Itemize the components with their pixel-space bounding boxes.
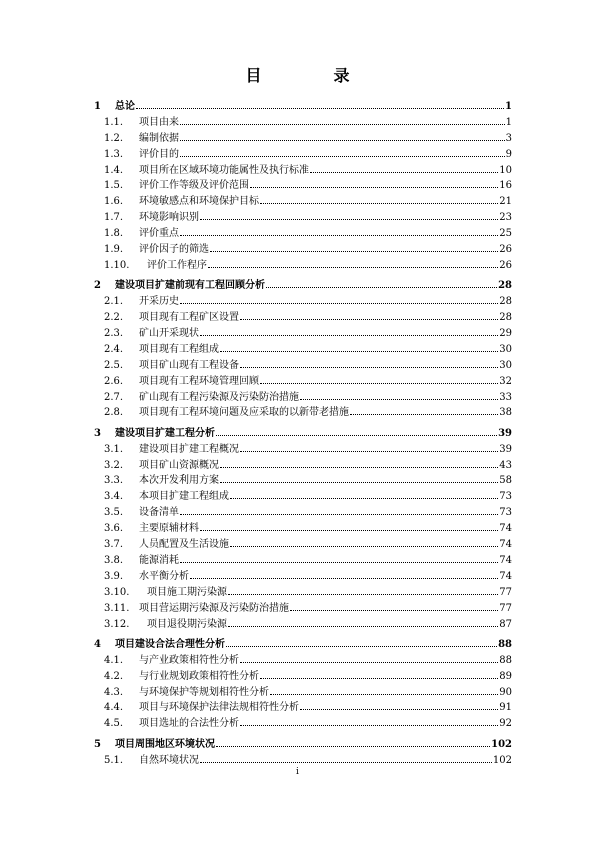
toc-entry-title: 项目现有工程环境管理回顾 <box>139 375 259 387</box>
toc-section-entry[interactable] <box>94 614 512 630</box>
toc-entry-title: 评价工作程序 <box>147 259 207 271</box>
toc-entry-title: 项目矿山现有工程设备 <box>139 359 239 371</box>
toc-entry-number: 4.1. <box>104 654 124 666</box>
toc-entry-title: 项目周围地区环境状况 <box>115 738 215 750</box>
toc-dot-leader <box>240 650 498 663</box>
toc-entry-number: 1.9. <box>104 244 124 256</box>
toc-dot-leader <box>180 502 498 515</box>
toc-entry-page: 74 <box>499 570 512 582</box>
toc-entry-number: 3.5. <box>104 507 124 519</box>
toc-entry-number: 1.4. <box>104 164 124 176</box>
toc-chapter-entry[interactable] <box>94 634 512 650</box>
toc-entry-number: 1.3. <box>104 148 124 160</box>
toc-dot-leader <box>228 614 498 627</box>
toc-entry-number: 1.7. <box>104 212 124 224</box>
toc-section-entry[interactable] <box>94 355 512 371</box>
toc-entry-page: 102 <box>492 754 512 766</box>
toc-dot-leader <box>270 682 498 695</box>
toc-entry-title: 项目退役期污染源 <box>147 618 227 630</box>
toc-entry-title: 评价因子的筛选 <box>139 244 209 256</box>
toc-entry-page: 25 <box>499 228 512 240</box>
toc-section-entry[interactable] <box>94 239 512 255</box>
toc-section-entry[interactable] <box>94 470 512 486</box>
toc-entry-page: 39 <box>499 443 512 455</box>
toc-entry-number: 3.4. <box>104 491 124 503</box>
toc-entry-page: 90 <box>499 686 512 698</box>
toc-entry-title: 与产业政策相符性分析 <box>139 654 239 666</box>
toc-entry-page: 29 <box>499 327 512 339</box>
toc-entry-title: 项目施工期污染源 <box>147 586 227 598</box>
toc-entry-title: 能源消耗 <box>139 554 179 566</box>
toc-section-entry[interactable] <box>94 682 512 698</box>
toc-section-entry[interactable] <box>94 439 512 455</box>
toc-entry-title: 评价目的 <box>139 148 179 160</box>
toc-entry-number: 2.1. <box>104 296 124 308</box>
toc-dot-leader <box>250 175 498 188</box>
toc-entry-title: 水平衡分析 <box>139 570 189 582</box>
toc-entry-page: 74 <box>499 523 512 535</box>
toc-entry-number: 3.8. <box>104 554 124 566</box>
toc-entry-number: 1 <box>94 101 101 112</box>
toc-entry-page: 3 <box>505 132 512 144</box>
toc-section-entry[interactable] <box>94 112 512 128</box>
toc-entry-title: 建设项目扩建前现有工程回顾分析 <box>115 280 265 292</box>
toc-dot-leader <box>220 339 498 352</box>
toc-entry-title: 总论 <box>115 101 135 112</box>
toc-section-entry[interactable] <box>94 175 512 191</box>
toc-entry-page: 30 <box>499 343 512 355</box>
toc-dot-leader <box>240 439 498 452</box>
toc-section-entry[interactable] <box>94 750 512 766</box>
toc-section-entry[interactable] <box>94 598 512 614</box>
toc-entry-title: 项目由来 <box>139 116 179 128</box>
toc-dot-leader <box>200 750 492 763</box>
toc-dot-leader <box>180 112 505 125</box>
toc-entry-title: 矿山现有工程污染源及污染防治措施 <box>139 391 299 403</box>
toc-entry-number: 4.2. <box>104 670 124 682</box>
toc-entry-number: 2.3. <box>104 327 124 339</box>
toc-entry-title: 项目建设合法合理性分析 <box>115 638 225 650</box>
toc-entry-page: 92 <box>499 718 512 730</box>
toc-entry-page: 1 <box>505 101 512 112</box>
toc-entry-page: 10 <box>499 164 512 176</box>
toc-entry-number: 1.1. <box>104 116 124 128</box>
toc-chapter-entry[interactable] <box>94 734 512 750</box>
toc-entry-number: 3.1. <box>104 443 124 455</box>
toc-entry-page: 89 <box>499 670 512 682</box>
toc-entry-page: 28 <box>499 312 512 324</box>
toc-dot-leader <box>226 634 497 647</box>
toc-dot-leader <box>260 371 498 384</box>
toc-dot-leader <box>190 566 498 579</box>
toc-dot-leader <box>180 223 498 236</box>
toc-entry-title: 项目营运期污染源及污染防治措施 <box>139 602 289 614</box>
toc-entry-number: 2.7. <box>104 391 124 403</box>
toc-entry-number: 4 <box>94 638 101 650</box>
toc-entry-page: 21 <box>499 196 512 208</box>
toc-entry-title: 环境影响识别 <box>139 212 199 224</box>
toc-entry-title: 矿山开采现状 <box>139 327 199 339</box>
toc-dot-leader <box>260 666 498 679</box>
toc-entry-title: 人员配置及生活设施 <box>139 539 229 551</box>
toc-dot-leader <box>230 486 498 499</box>
toc-entry-page: 39 <box>498 427 512 439</box>
toc-dot-leader <box>220 470 498 483</box>
toc-dot-leader <box>180 144 505 157</box>
toc-entry-page: 43 <box>499 459 512 471</box>
toc-entry-page: 38 <box>499 407 512 419</box>
toc-entry-number: 1.5. <box>104 180 124 192</box>
toc-entry-number: 3.7. <box>104 539 124 551</box>
toc-entry-number: 3.3. <box>104 475 124 487</box>
toc-entry-page: 16 <box>499 180 512 192</box>
toc-entry-page: 77 <box>499 586 512 598</box>
toc-dot-leader <box>230 534 498 547</box>
toc-entry-title: 建设项目扩建工程分析 <box>115 427 215 439</box>
toc-dot-leader <box>240 355 498 368</box>
toc-entry-page: 33 <box>499 391 512 403</box>
toc-dot-leader <box>216 423 497 436</box>
toc-entry-title: 项目现有工程组成 <box>139 343 219 355</box>
toc-dot-leader <box>266 275 497 288</box>
toc-dot-leader <box>200 518 498 531</box>
toc-entry-title: 本项目扩建工程组成 <box>139 491 229 503</box>
toc-dot-leader <box>180 550 498 563</box>
toc-entry-page: 1 <box>505 116 512 128</box>
toc-section-entry[interactable] <box>94 207 512 223</box>
toc-entry-page: 23 <box>499 212 512 224</box>
toc-entry-title: 项目所在区域环境功能属性及执行标准 <box>139 164 309 176</box>
toc-section-entry[interactable] <box>94 666 512 682</box>
toc-entry-title: 与行业规划政策相符性分析 <box>139 670 259 682</box>
toc-dot-leader <box>300 697 498 710</box>
toc-section-entry[interactable] <box>94 697 512 713</box>
toc-section-entry[interactable] <box>94 518 512 534</box>
toc-entry-title: 评价工作等级及评价范围 <box>139 180 249 192</box>
toc-dot-leader <box>180 128 505 141</box>
toc-entry-number: 2.2. <box>104 312 124 324</box>
toc-entry-number: 2 <box>94 280 101 292</box>
toc-entry-title: 评价重点 <box>139 228 179 240</box>
toc-entry-page: 30 <box>499 359 512 371</box>
toc-chapter-entry[interactable] <box>94 96 512 112</box>
toc-section-entry[interactable] <box>94 502 512 518</box>
toc-entry-title: 项目选址的合法性分析 <box>139 718 239 730</box>
toc-entry-number: 4.3. <box>104 686 124 698</box>
toc-entry-page: 32 <box>499 375 512 387</box>
toc-entry-title: 项目现有工程环境问题及应采取的以新带老措施 <box>139 407 349 419</box>
toc-dot-leader <box>210 239 498 252</box>
toc-section-entry[interactable] <box>94 223 512 239</box>
toc-entry-page: 73 <box>499 491 512 503</box>
toc-entry-number: 4.4. <box>104 702 124 714</box>
toc-dot-leader <box>200 207 498 220</box>
toc-entry-title: 自然环境状况 <box>139 754 199 766</box>
toc-section-entry[interactable] <box>94 144 512 160</box>
toc-entry-number: 4.5. <box>104 718 124 730</box>
page-number: i <box>296 767 299 777</box>
toc-dot-leader <box>290 598 498 611</box>
toc-entry-number: 3.11. <box>104 602 130 614</box>
toc-entry-number: 3 <box>94 427 101 439</box>
toc-section-entry[interactable] <box>94 291 512 307</box>
toc-section-entry[interactable] <box>94 371 512 387</box>
toc-dot-leader <box>228 582 498 595</box>
toc-dot-leader <box>240 713 498 726</box>
toc-entry-page: 9 <box>505 148 512 160</box>
toc-entry-page: 88 <box>499 654 512 666</box>
toc-dot-leader <box>220 455 498 468</box>
toc-dot-leader <box>200 323 498 336</box>
toc-entry-title: 建设项目扩建工程概况 <box>139 443 239 455</box>
toc-entry-page: 88 <box>498 638 512 650</box>
toc-entry-page: 58 <box>499 475 512 487</box>
toc-dot-leader <box>300 387 498 400</box>
toc-entry-title: 编制依据 <box>139 132 179 144</box>
toc-entry-title: 项目矿山资源概况 <box>139 459 219 471</box>
toc-section-entry[interactable] <box>94 339 512 355</box>
toc-section-entry[interactable] <box>94 160 512 176</box>
toc-dot-leader <box>240 307 498 320</box>
toc-entry-title: 与环境保护等规划相符性分析 <box>139 686 269 698</box>
toc-entry-page: 74 <box>499 554 512 566</box>
toc-chapter-entry[interactable] <box>94 275 512 291</box>
toc-section-entry[interactable] <box>94 650 512 666</box>
toc-section-entry[interactable] <box>94 387 512 403</box>
toc-section-entry[interactable] <box>94 191 512 207</box>
toc-section-entry[interactable] <box>94 455 512 471</box>
toc-section-entry[interactable] <box>94 713 512 729</box>
toc-entry-page: 91 <box>499 702 512 714</box>
toc-entry-number: 2.4. <box>104 343 124 355</box>
toc-section-entry[interactable] <box>94 486 512 502</box>
toc-entry-number: 5.1. <box>104 754 124 766</box>
toc-dot-leader <box>216 734 490 747</box>
toc-chapter-entry[interactable] <box>94 423 512 439</box>
toc-entry-number: 5 <box>94 738 101 750</box>
toc-entry-title: 本次开发利用方案 <box>139 475 219 487</box>
toc-entry-page: 77 <box>499 602 512 614</box>
toc-entry-number: 3.9. <box>104 570 124 582</box>
toc-entry-number: 1.8. <box>104 228 124 240</box>
toc-dot-leader <box>310 160 498 173</box>
toc-section-entry[interactable] <box>94 402 512 418</box>
toc-entry-number: 1.6. <box>104 196 124 208</box>
toc-title: 目 录 <box>245 66 378 85</box>
toc-section-entry[interactable] <box>94 582 512 598</box>
toc-entry-number: 2.5. <box>104 359 124 371</box>
toc-section-entry[interactable] <box>94 128 512 144</box>
toc-entry-page: 74 <box>499 539 512 551</box>
toc-entry-title: 项目现有工程矿区设置 <box>139 312 239 324</box>
toc-section-entry[interactable] <box>94 323 512 339</box>
table-of-contents <box>94 96 512 766</box>
toc-entry-number: 3.12. <box>104 618 130 630</box>
toc-dot-leader <box>350 402 498 415</box>
toc-entry-page: 26 <box>499 259 512 271</box>
toc-section-entry[interactable] <box>94 566 512 582</box>
toc-entry-title: 项目与环境保护法律法规相符性分析 <box>139 702 299 714</box>
toc-entry-page: 26 <box>499 244 512 256</box>
toc-entry-title: 开采历史 <box>139 296 179 308</box>
toc-entry-number: 2.6. <box>104 375 124 387</box>
toc-entry-title: 主要原辅材料 <box>139 523 199 535</box>
toc-dot-leader <box>260 191 498 204</box>
toc-section-entry[interactable] <box>94 255 512 271</box>
toc-entry-title: 设备清单 <box>139 507 179 519</box>
toc-dot-leader <box>180 291 498 304</box>
toc-entry-number: 3.2. <box>104 459 124 471</box>
toc-entry-page: 73 <box>499 507 512 519</box>
toc-entry-number: 3.6. <box>104 523 124 535</box>
toc-entry-number: 1.2. <box>104 132 124 144</box>
toc-dot-leader <box>208 255 498 268</box>
toc-entry-title: 环境敏感点和环境保护目标 <box>139 196 259 208</box>
toc-entry-page: 87 <box>499 618 512 630</box>
toc-dot-leader <box>136 96 504 109</box>
toc-section-entry[interactable] <box>94 534 512 550</box>
toc-entry-number: 1.10. <box>104 259 130 271</box>
toc-entry-number: 3.10. <box>104 586 130 598</box>
toc-entry-page: 28 <box>499 296 512 308</box>
toc-entry-number: 2.8. <box>104 407 124 419</box>
toc-section-entry[interactable] <box>94 307 512 323</box>
toc-section-entry[interactable] <box>94 550 512 566</box>
toc-entry-page: 102 <box>491 738 512 750</box>
toc-entry-page: 28 <box>498 280 512 292</box>
